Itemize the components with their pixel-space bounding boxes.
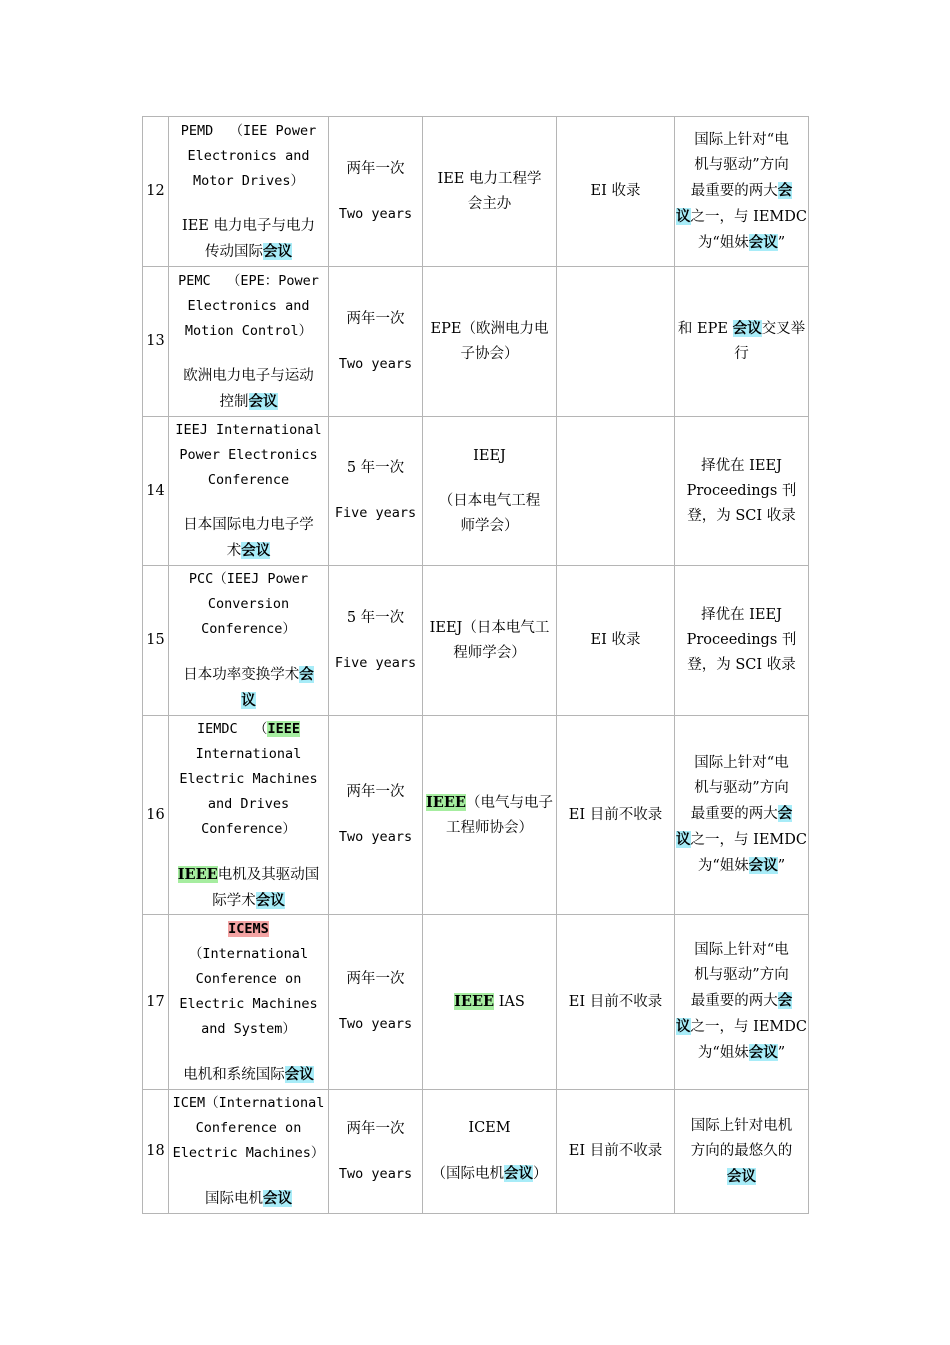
frequency-cn: 两年一次 [346,1120,405,1137]
index-status-cell: EI 收录 [557,117,675,267]
highlighted-term: IEEE [454,993,495,1010]
conference-name-cn-text: IEE 电力电子与电力 [181,217,315,234]
conference-name-cn-line [170,1186,327,1212]
spacer [170,194,327,214]
conference-name-cn-text: 电机和系统国际 [183,1066,285,1083]
conference-name-cell [169,417,329,566]
conference-name-cn-text: 际学术 [212,892,256,909]
frequency-cn: 两年一次 [346,310,405,327]
highlighted-term: 议 [676,207,691,225]
frequency-cn: 两年一次 [346,784,405,800]
row-number: 14 [143,417,169,566]
highlighted-term: IEEE [177,865,218,883]
table-row [143,566,809,716]
organizer-line [424,317,555,342]
frequency-cn: 5 年一次 [346,460,405,476]
conference-name-en: PEMD （IEE Power [180,122,317,139]
organizer-cell [423,566,557,716]
conference-name-en: ICEM（International [172,1095,325,1111]
conference-table [142,116,809,1214]
conference-name-cn-text: 电机及其驱动国 [217,866,320,883]
remark-text: 择优在 IEEJ [701,607,782,623]
remark-line [676,230,807,256]
highlighted-term: 会议 [255,891,285,909]
conference-name-cn-line [170,239,327,265]
remark-text: 择优在 IEEJ [701,457,782,474]
spacer [170,1042,327,1062]
row-number: 15 [143,566,169,716]
remark-text: 机与驱动”方向 [694,967,789,983]
conference-name-en: Motor Drives） [192,172,305,189]
highlighted-term: IEEE [267,720,300,737]
highlighted-term: 议 [676,1018,691,1035]
conference-name-en: IEEJ International [175,422,322,438]
highlighted-term: 议 [676,831,691,848]
remark-line [676,628,807,653]
organizer-text: （国际电机 [431,1166,504,1182]
table-row [143,417,809,566]
organizer-line [424,989,555,1015]
conference-name-en-text: IEMDC （ [197,720,268,737]
remark-cell [675,267,809,417]
remark-cell [675,915,809,1090]
organizer-line [424,167,555,192]
table-row [143,716,809,915]
organizer-text: （电气与电子 [465,794,553,811]
row-number: 16 [143,716,169,915]
organizer-line [424,1161,555,1187]
organizer-line [424,1141,555,1161]
highlighted-term: 会议 [727,1167,756,1185]
remark-line [676,801,807,827]
conference-name-en: PCC（IEEJ Power [188,571,309,587]
index-status-cell: EI 目前不收录 [557,1090,675,1214]
highlighted-term: 议 [241,692,256,709]
conference-name-en-text: Conference on [195,970,302,987]
conference-name-cn-line [170,214,327,239]
remark-text: 方向的最悠久的 [690,1142,793,1159]
organizer-text: IEE 电力工程学 [437,170,542,187]
conference-name-en: PEMC （EPE：Power [178,272,319,289]
organizer-line [424,514,555,539]
conference-name-cell [169,716,329,915]
conference-name-en-text: Electric Machines [179,995,318,1012]
highlighted-term: 会 [299,666,314,683]
conference-name-cn-text: 欧洲电力电子与运动 [183,367,314,384]
remark-line [676,1139,807,1164]
remark-text: 之一，与 IEMDC [690,832,807,848]
index-status-cell: EI 收录 [557,566,675,716]
remark-text: 之一，与 IEMDC [690,1019,807,1035]
conference-name-en-line [170,967,327,992]
organizer-text: 程师学会） [453,644,526,661]
frequency-en: Two years [338,205,413,222]
organizer-cell [423,1090,557,1214]
remark-line [676,853,807,879]
remark-text: 之一，与 IEMDC [690,208,807,225]
remark-text: ” [777,234,786,251]
conference-name-en-text: Conference） [201,820,296,837]
frequency-cell [329,566,423,716]
remark-line [676,153,807,178]
remark-text: 机与驱动”方向 [694,780,789,796]
remark-line [676,479,807,504]
remark-text: 国际上针对“电 [694,131,789,148]
organizer-line [424,192,555,217]
highlighted-term: IEEE [426,793,466,811]
organizer-cell [423,915,557,1090]
remark-text: 登，为 SCI 收录 [687,507,796,524]
spacer [170,344,327,364]
index-status-cell [557,267,675,417]
remark-line [676,454,807,479]
organizer-cell [423,117,557,267]
frequency-cell [329,915,423,1090]
remark-text: 最重要的两大 [690,182,778,199]
remark-line [676,603,807,628]
remark-line [676,1164,807,1190]
table-row [143,915,809,1090]
remark-text: 为“姐妹 [697,234,749,251]
remark-line [676,827,807,853]
frequency-en: Five years [334,505,417,521]
frequency-en: Two years [338,355,413,372]
conference-name-en-text: and Drives [207,795,290,812]
remark-line [676,204,807,230]
highlighted-term: 会议 [504,1165,533,1182]
remark-cell [675,1090,809,1214]
conference-name-en: Electronics and [187,147,310,164]
spacer [330,631,421,651]
spacer [330,1142,421,1162]
remark-line [676,316,807,342]
frequency-cell [329,417,423,566]
organizer-line [424,1116,555,1141]
conference-name-en-line [170,767,327,792]
remark-line [676,776,807,801]
organizer-line [424,489,555,514]
highlighted-term: 会议 [284,1065,314,1083]
remark-line [676,128,807,153]
remark-line [676,1040,807,1066]
frequency-en: Two years [338,1016,413,1032]
conference-name-cn-text: 国际电机 [205,1191,263,1207]
conference-name-en: Conference [207,472,290,488]
highlighted-term: 会议 [263,242,292,260]
conference-name-en-line [170,942,327,967]
conference-name-en: Conference on [195,1120,302,1136]
conference-name-cn-text: 术 [226,543,242,559]
conference-name-en: Conference） [201,621,296,637]
frequency-cell [329,117,423,267]
frequency-cell [329,716,423,915]
conference-name-en-line [170,717,327,742]
highlighted-term: 会议 [732,320,762,337]
frequency-en: Five years [334,654,417,671]
highlighted-term: 会议 [748,1044,778,1061]
spacer [170,642,327,662]
remark-line [676,1114,807,1139]
conference-name-cn-text: 日本国际电力电子学 [183,517,314,533]
remark-text: 登，为 SCI 收录 [687,657,796,673]
conference-name-en: Electric Machines） [172,1145,325,1161]
conference-name-cn-line [170,862,327,888]
organizer-line [424,342,555,367]
frequency-cn: 两年一次 [346,160,405,177]
organizer-line [424,616,555,641]
organizer-text: IAS [494,994,525,1010]
frequency-cell [329,1090,423,1214]
highlighted-term: 会议 [748,857,778,874]
highlighted-term: ICEMS [228,920,269,937]
index-status-cell [557,417,675,566]
frequency-cn: 5 年一次 [346,609,405,626]
organizer-cell [423,267,557,417]
conference-name-cn-line [170,513,327,538]
remark-text: Proceedings 刊 [686,632,797,648]
conference-name-en-text: International [195,745,302,762]
conference-name-en-text: （International [188,945,309,962]
spacer [170,842,327,862]
organizer-cell [423,417,557,566]
organizer-line [424,444,555,469]
spacer [330,481,421,501]
conference-name-en: Conversion [207,596,290,612]
row-number: 17 [143,915,169,1090]
spacer [330,182,421,202]
conference-name-en-line [170,1017,327,1042]
row-number: 12 [143,117,169,267]
remark-cell [675,417,809,566]
remark-line [676,938,807,963]
remark-line [676,504,807,529]
remark-text: 和 EPE [677,321,733,337]
conference-name-en-line [170,742,327,767]
table-row [143,117,809,267]
organizer-text: IEEJ [473,447,506,464]
organizer-text: 子协会） [460,345,519,362]
remark-text: 交叉举 [761,321,806,337]
conference-name-en-line [170,992,327,1017]
remark-cell [675,716,809,915]
frequency-cell [329,267,423,417]
conference-name-cell [169,267,329,417]
remark-cell [675,566,809,716]
conference-name-cn-text: 日本功率变换学术 [183,667,300,683]
organizer-text: 工程师协会） [446,819,533,836]
remark-cell [675,117,809,267]
index-status-cell: EI 目前不收录 [557,915,675,1090]
organizer-text: 师学会） [460,517,519,534]
organizer-text: （日本电气工程 [438,492,541,509]
conference-name-cell [169,566,329,716]
conference-name-cell [169,117,329,267]
organizer-text: 会主办 [467,195,512,212]
frequency-cn: 两年一次 [346,971,405,987]
remark-text: 机与驱动”方向 [694,156,789,173]
organizer-line [424,816,555,841]
conference-name-cell [169,1090,329,1214]
highlighted-term: 会 [777,992,793,1009]
highlighted-term: 会议 [748,233,778,251]
organizer-text: ICEM [468,1120,511,1136]
conference-name-en-line [170,917,327,942]
spacer [330,805,421,825]
conference-name-en: Power Electronics [179,447,318,463]
spacer [170,1166,327,1186]
remark-text: 为“姐妹 [697,858,749,874]
spacer [170,493,327,513]
organizer-text: IEEJ（日本电气工 [429,619,550,636]
organizer-line [424,469,555,489]
remark-text: 行 [734,346,749,362]
conference-name-cn-line [170,538,327,564]
highlighted-term: 会议 [248,392,278,410]
organizer-line [424,641,555,666]
table-row [143,267,809,417]
conference-name-cell [169,915,329,1090]
highlighted-term: 会议 [263,1190,292,1207]
remark-line [676,963,807,988]
conference-name-en: Electronics and [187,297,310,314]
organizer-cell [423,716,557,915]
conference-name-cn-line [170,662,327,688]
organizer-text: EPE（欧洲电力电 [430,320,549,337]
highlighted-term: 会议 [241,542,271,559]
remark-text: 为“姐妹 [697,1045,749,1061]
remark-text: 最重要的两大 [690,993,778,1009]
frequency-en: Two years [338,829,413,845]
highlighted-term: 会 [777,805,793,822]
remark-text: ” [777,1045,786,1061]
conference-name-cn-line [170,688,327,714]
conference-name-en-text: and System） [201,1020,296,1037]
remark-line [676,342,807,367]
table-row [143,1090,809,1214]
conference-name-en-line [170,817,327,842]
conference-name-cn-line [170,1062,327,1088]
conference-name-cn-text: 传动国际 [205,243,263,260]
remark-line [676,988,807,1014]
remark-line [676,751,807,776]
table-body [143,117,809,1214]
spacer [330,332,421,352]
remark-text: 国际上针对“电 [694,755,789,771]
conference-name-en-line [170,792,327,817]
remark-text: 国际上针对“电 [694,942,789,958]
remark-text: 最重要的两大 [690,806,778,822]
spacer [330,992,421,1012]
organizer-text: ） [533,1166,548,1182]
index-status-cell: EI 目前不收录 [557,716,675,915]
remark-line [676,1014,807,1040]
remark-text: Proceedings 刊 [686,482,797,499]
remark-text: 国际上针对电机 [690,1117,793,1134]
conference-name-cn-line [170,888,327,914]
conference-name-cn-text: 控制 [219,393,249,410]
frequency-en: Two years [338,1165,413,1182]
remark-line [676,178,807,204]
conference-name-cn-line [170,389,327,415]
row-number: 13 [143,267,169,417]
highlighted-term: 会 [777,181,793,199]
conference-name-en-text: Electric Machines [179,770,318,787]
remark-text: ” [777,858,786,874]
conference-name-en: Motion Control） [184,322,313,339]
conference-name-cn-line [170,364,327,389]
organizer-line [424,790,555,816]
row-number: 18 [143,1090,169,1214]
remark-line [676,653,807,678]
